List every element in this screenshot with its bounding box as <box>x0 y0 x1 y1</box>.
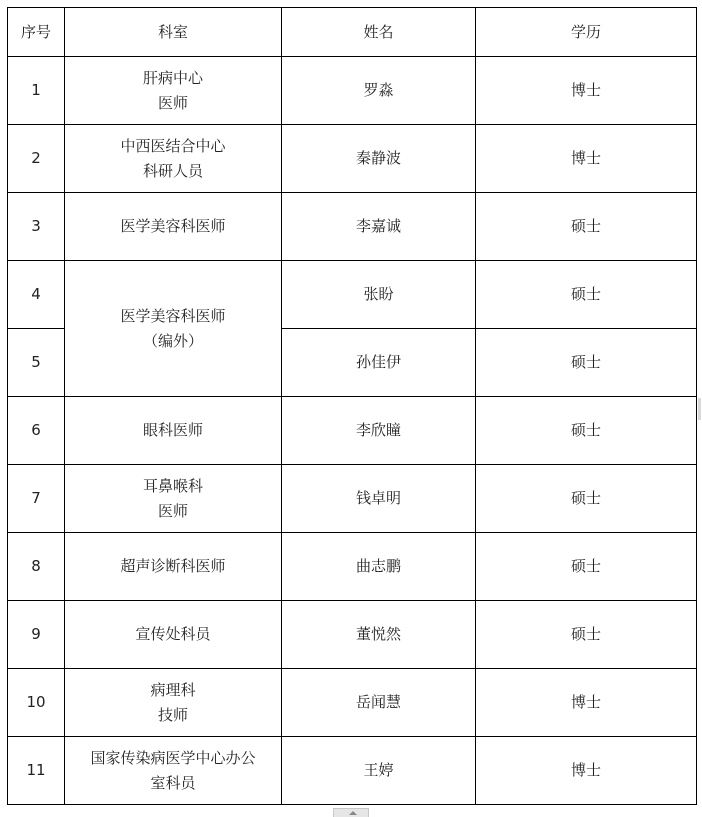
dept-line: 病理科 <box>150 680 196 699</box>
cell-name: 张盼 <box>282 261 476 329</box>
table-row <box>8 193 697 261</box>
cell-no: 7 <box>8 465 65 533</box>
cell-name: 董悦然 <box>282 601 476 669</box>
dept-line: 室科员 <box>150 773 196 792</box>
table-header-row <box>8 8 697 57</box>
cell-name: 岳闻慧 <box>282 669 476 737</box>
cell-no: 5 <box>8 329 65 397</box>
table-row <box>8 465 697 533</box>
cell-no: 8 <box>8 533 65 601</box>
cell-edu: 博士 <box>476 737 697 805</box>
cell-dept <box>65 601 282 669</box>
dept-line: 医学美容科医师 <box>120 217 226 235</box>
dept-line: 中西医结合中心 <box>120 136 226 155</box>
cell-no: 1 <box>8 57 65 125</box>
cell-dept <box>65 193 282 261</box>
dept-line: 医师 <box>157 501 188 520</box>
dept-line: 国家传染病医学中心办公 <box>90 748 256 767</box>
cell-edu: 博士 <box>476 125 697 193</box>
dept-line: 技师 <box>157 705 188 724</box>
table-row <box>8 57 697 125</box>
table-row <box>8 533 697 601</box>
header-no: 序号 <box>8 8 65 57</box>
cell-name: 罗淼 <box>282 57 476 125</box>
staff-table <box>7 7 697 805</box>
dept-line: 宣传处科员 <box>135 625 211 643</box>
cell-dept <box>65 57 282 125</box>
cell-dept <box>65 533 282 601</box>
cell-dept <box>65 669 282 737</box>
cell-no: 4 <box>8 261 65 329</box>
cell-name: 孙佳伊 <box>282 329 476 397</box>
dept-line: 耳鼻喉科 <box>142 476 203 495</box>
dept-line: 超声诊断科医师 <box>120 557 226 575</box>
cell-edu: 硕士 <box>476 533 697 601</box>
header-dept: 科室 <box>65 8 282 57</box>
table-row <box>8 261 697 329</box>
cell-dept <box>65 465 282 533</box>
cell-no: 10 <box>8 669 65 737</box>
header-name: 姓名 <box>282 8 476 57</box>
cell-dept <box>65 261 282 397</box>
dept-line: 科研人员 <box>142 161 203 180</box>
cell-edu: 硕士 <box>476 601 697 669</box>
table-row <box>8 601 697 669</box>
scroll-edge-marker <box>698 398 701 420</box>
cell-dept <box>65 125 282 193</box>
cell-dept <box>65 397 282 465</box>
cell-name: 李欣瞳 <box>282 397 476 465</box>
cell-no: 9 <box>8 601 65 669</box>
cell-dept <box>65 737 282 805</box>
cell-name: 秦静波 <box>282 125 476 193</box>
dept-line: （编外） <box>142 331 203 350</box>
cell-name: 李嘉诚 <box>282 193 476 261</box>
cell-name: 曲志鹏 <box>282 533 476 601</box>
cell-edu: 硕士 <box>476 397 697 465</box>
cell-no: 2 <box>8 125 65 193</box>
table-row <box>8 737 697 805</box>
table-row <box>8 669 697 737</box>
table-row <box>8 125 697 193</box>
dept-line: 医学美容科医师 <box>120 306 226 325</box>
cell-edu: 博士 <box>476 57 697 125</box>
dept-line: 肝病中心 <box>142 68 203 87</box>
cell-edu: 博士 <box>476 669 697 737</box>
cell-no: 11 <box>8 737 65 805</box>
cell-edu: 硕士 <box>476 261 697 329</box>
header-edu: 学历 <box>476 8 697 57</box>
cell-edu: 硕士 <box>476 329 697 397</box>
cell-name: 钱卓明 <box>282 465 476 533</box>
cell-no: 3 <box>8 193 65 261</box>
dept-line: 医师 <box>157 93 188 112</box>
dept-line: 眼科医师 <box>142 421 203 439</box>
cell-no: 6 <box>8 397 65 465</box>
cell-name: 王婷 <box>282 737 476 805</box>
cell-edu: 硕士 <box>476 465 697 533</box>
table-row <box>8 397 697 465</box>
cell-edu: 硕士 <box>476 193 697 261</box>
